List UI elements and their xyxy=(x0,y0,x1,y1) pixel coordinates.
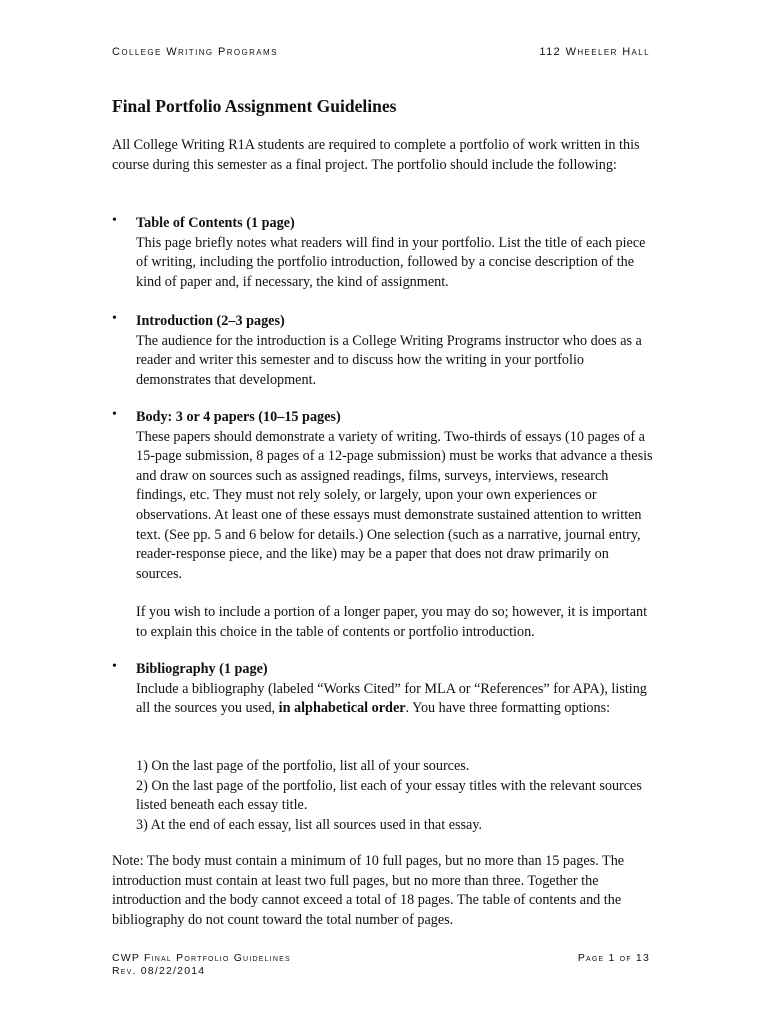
item-heading: Bibliography (1 page) xyxy=(136,661,268,677)
intro-paragraph: All College Writing R1A students are required to complete a portfolio of work written in this course during this semester as a final project. The portfolio should include the following: xyxy=(112,137,640,173)
item-heading: Body: 3 or 4 papers (10–15 pages) xyxy=(136,409,341,425)
bullet-icon: • xyxy=(112,213,117,228)
item-bibliography xyxy=(112,660,657,719)
page-number: Page 1 of 13 xyxy=(577,952,650,964)
running-header xyxy=(112,46,650,58)
footer-revision: Rev. 08/22/2014 xyxy=(112,965,206,977)
emphasis-text: in alphabetical order xyxy=(278,700,406,717)
item-introduction xyxy=(112,312,657,390)
item-text-2: If you wish to include a portion of a longer paper, you may do so; however, it is important to explain this choice in the table of contents or portfolio introduction. xyxy=(136,604,648,640)
document-title: Final Portfolio Assignment Guidelines xyxy=(112,96,397,116)
note-paragraph: Note: The body must contain a minimum of 10 full pages, but no more than 15 pages. The introduction must contain at least two full pages, but no more than three. Together the introduction and the body cannot exceed a total of 18 pages. The table of contents and the bibliography do not count toward the total number of pages. xyxy=(112,853,625,928)
bullet-icon: • xyxy=(112,659,117,674)
header-left: College Writing Programs xyxy=(112,46,278,58)
formatting-options xyxy=(136,757,656,835)
item-text xyxy=(136,680,657,719)
item-text: The audience for the introduction is a College Writing Programs instructor who does as a reader and writer this semester and to discuss how the writing in your portfolio demonstrates that development. xyxy=(136,332,642,388)
item-table-of-contents xyxy=(112,214,657,292)
item-heading: Table of Contents (1 page) xyxy=(136,215,295,231)
option-1: 1) On the last page of the portfolio, list all of your sources. xyxy=(136,758,470,774)
option-3: 3) At the end of each essay, list all sources used in that essay. xyxy=(136,816,483,833)
item-body xyxy=(112,408,657,643)
text-part: . You have three formatting options: xyxy=(405,700,611,717)
item-text: These papers should demonstrate a variety of writing. Two-thirds of essays (10 pages of a 15-page submission, 8 pages of a 12-page submission) must be works that advance a thesis and draw on sources such as assigned readings, films, surveys, interviews, research findings, etc. They must not rely solely, or largely, upon your own experiences or observations. At least one of these essays must demonstrate sustained attention to written text. (See pp. 5 and 6 below for details.) One selection (such as a narrative, journal entry, reader-response piece, and the like) may be a paper that does not draw primarily on sources. xyxy=(136,428,653,582)
footer-title: CWP Final Portfolio Guidelines xyxy=(112,952,291,964)
item-heading: Introduction (2–3 pages) xyxy=(136,313,285,329)
text-part: Include a bibliography (labeled “Works Cited” for MLA or “References” for APA), listing all the sources you used, xyxy=(136,680,647,717)
header-right: 112 Wheeler Hall xyxy=(539,46,650,58)
running-footer xyxy=(112,952,650,978)
option-2: 2) On the last page of the portfolio, list each of your essay titles with the relevant sources listed beneath each essay title. xyxy=(136,777,642,814)
bullet-icon: • xyxy=(112,311,117,326)
bullet-icon: • xyxy=(112,407,117,422)
item-text: This page briefly notes what readers will find in your portfolio. List the title of each piece of writing, including the portfolio introduction, followed by a concise description of the kind of paper and, if necessary, the kind of assignment. xyxy=(136,234,646,290)
